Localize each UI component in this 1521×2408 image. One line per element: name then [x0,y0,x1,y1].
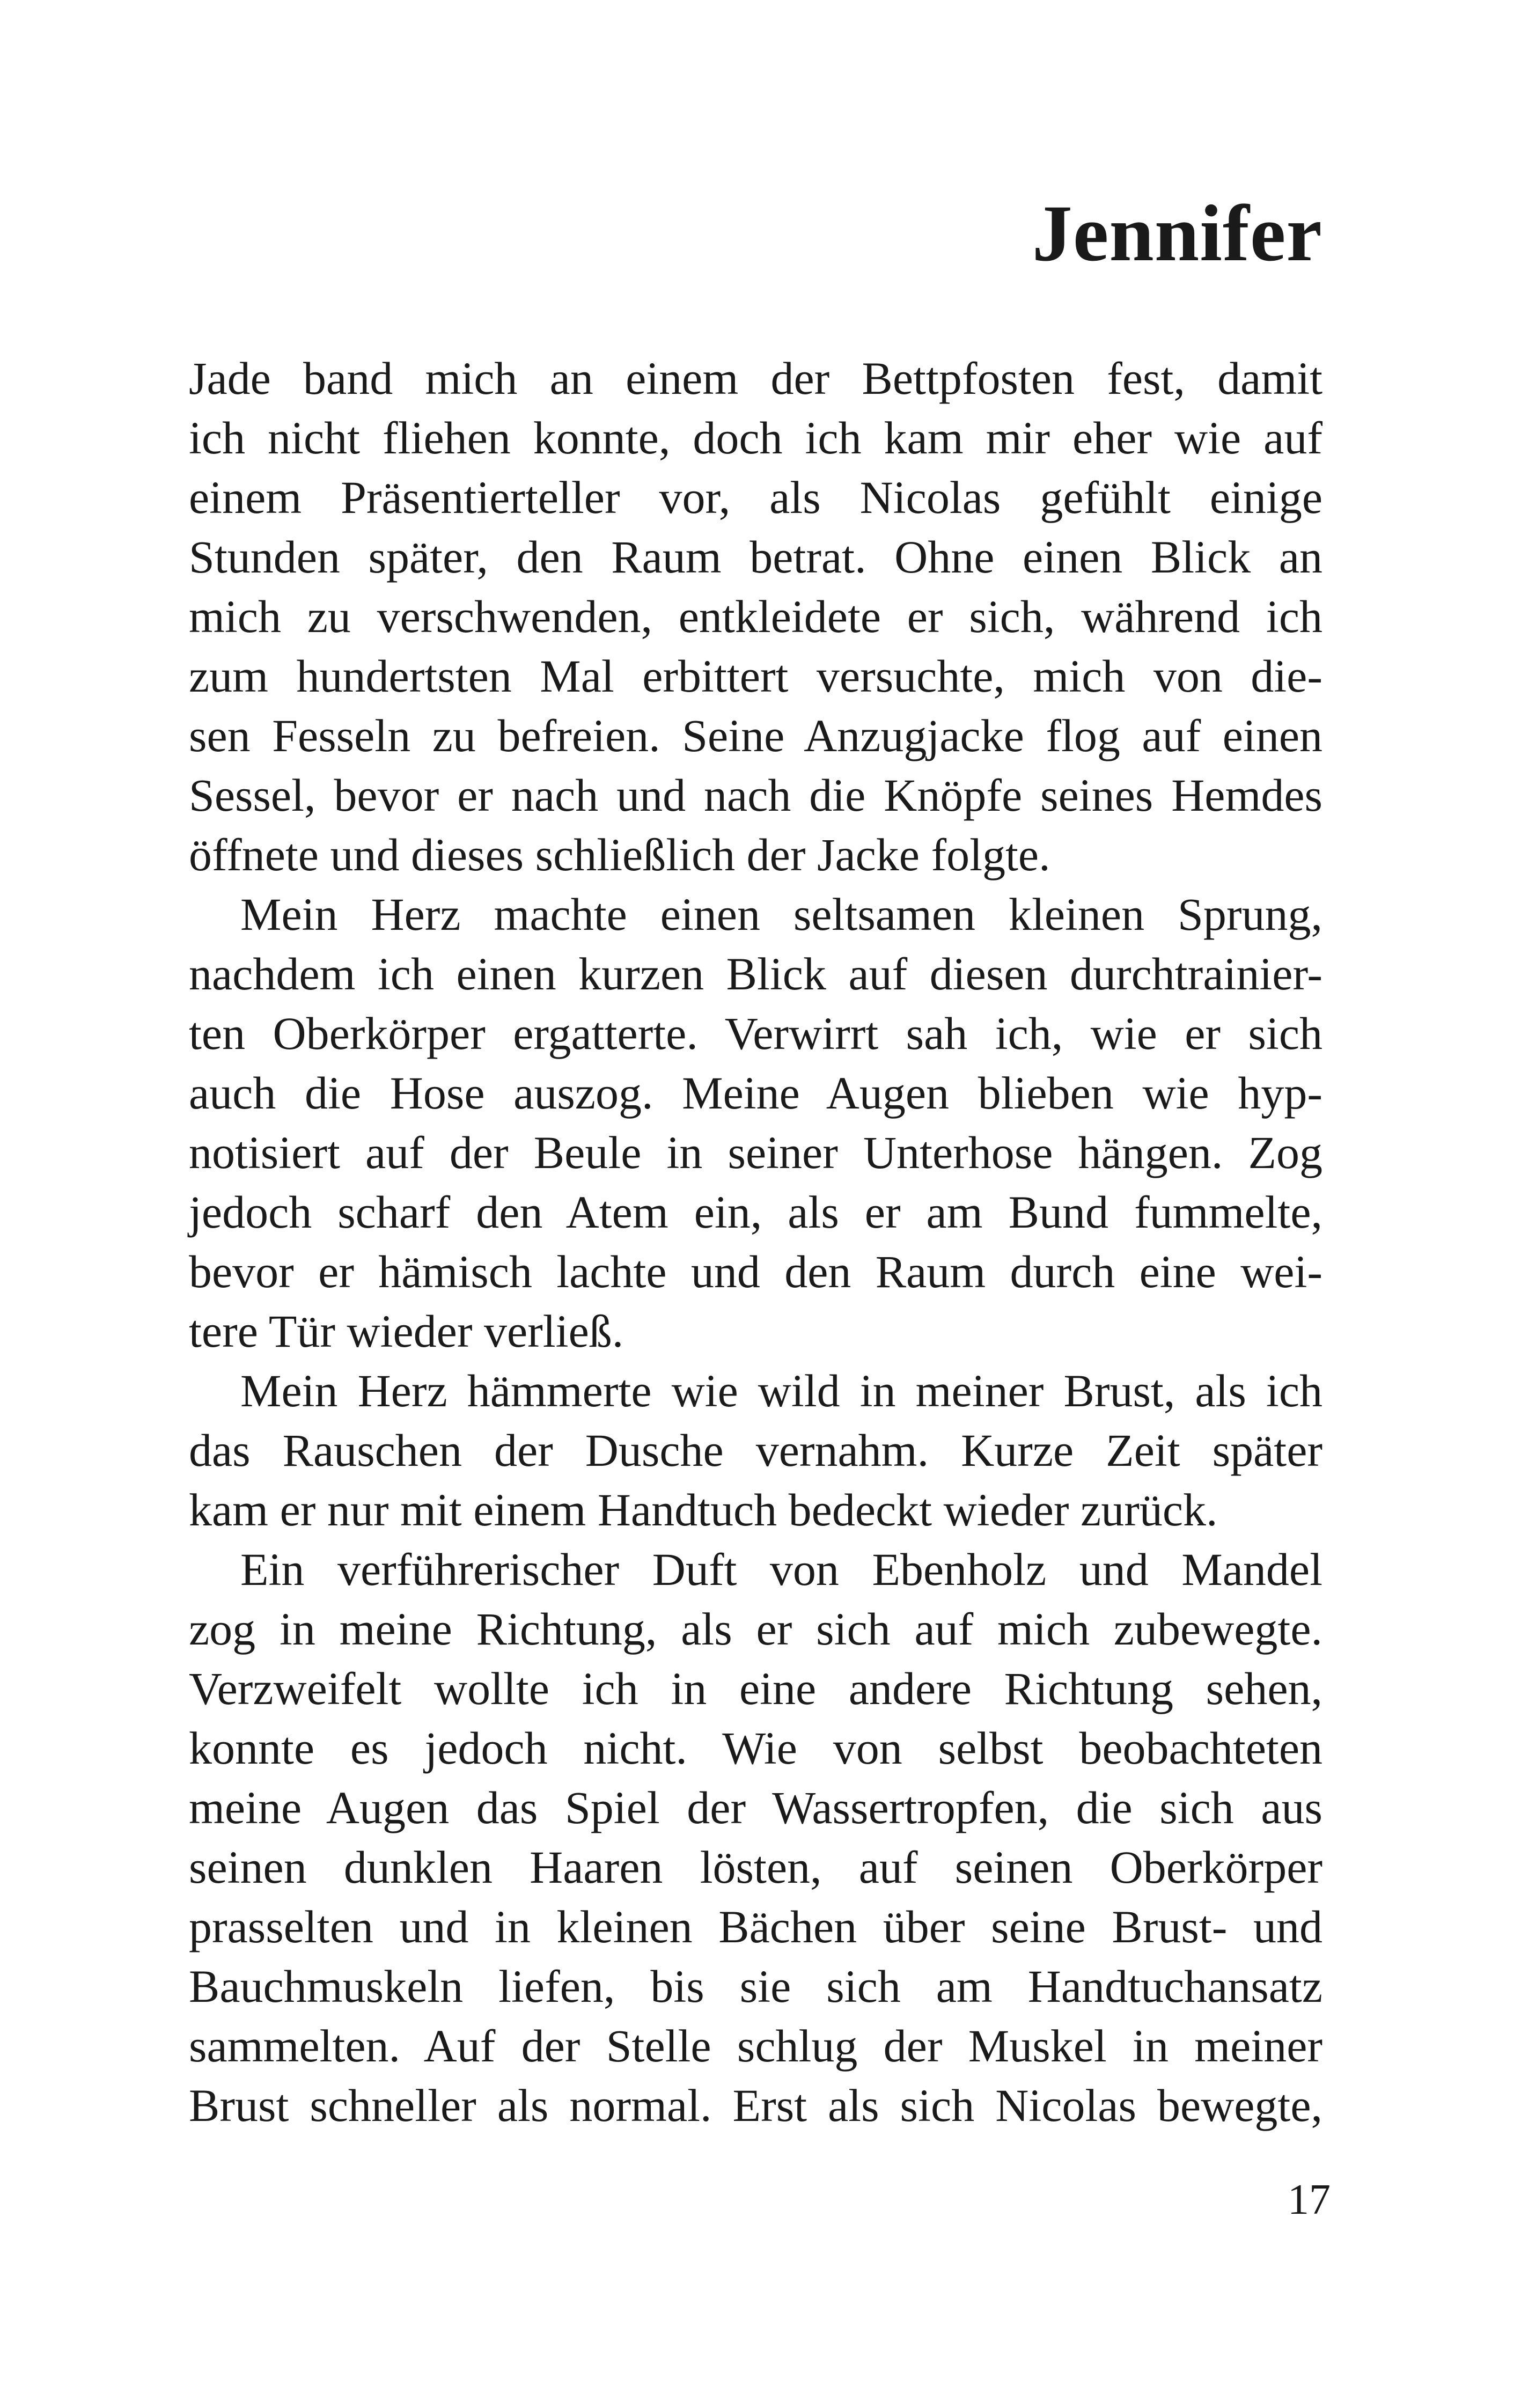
text-line: Jade band mich an einem der Bettpfosten fest, damit [189,353,1322,404]
paragraph [189,349,1322,885]
text-line: kam er nur mit einem Handtuch bedeckt wieder zurück. [189,1484,1218,1536]
text-line: jedoch scharf den Atem ein, als er am Bund fummelte, [189,1186,1322,1238]
text-line: Stunden später, den Raum betrat. Ohne einen Blick an [189,531,1322,583]
text-line: meine Augen das Spiel der Wassertropfen, die sich aus [189,1782,1322,1833]
text-line: mich zu verschwenden, entkleidete er sich, während ich [189,591,1322,642]
text-line: auch die Hose auszog. Meine Augen blieben wie hyp- [189,1067,1322,1119]
text-line: prasselten und in kleinen Bächen über seine Brust- und [189,1901,1322,1952]
page-number: 17 [1288,2176,1331,2223]
text-line: ich nicht fliehen konnte, doch ich kam mir eher wie auf [189,412,1322,464]
text-line: konnte es jedoch nicht. Wie von selbst beobachteten [189,1722,1322,1774]
paragraph [189,1361,1322,1540]
text-line: sammelten. Auf der Stelle schlug der Muskel in meiner [189,2020,1322,2072]
text-line: Mein Herz hämmerte wie wild in meiner Brust, als ich [240,1365,1322,1416]
text-line: öffnete und dieses schließlich der Jacke folgte. [189,829,1050,880]
text-line: zog in meine Richtung, als er sich auf mich zubewegte. [189,1603,1322,1655]
text-line: bevor er hämisch lachte und den Raum durch eine wei- [189,1246,1322,1297]
text-line: das Rauschen der Dusche vernahm. Kurze Zeit später [189,1425,1322,1476]
text-line: einem Präsentierteller vor, als Nicolas gefühlt einige [189,472,1322,523]
text-line: Bauchmuskeln liefen, bis sie sich am Handtuchansatz [189,1961,1322,2012]
text-line: ten Oberkörper ergatterte. Verwirrt sah ich, wie er sich [189,1008,1322,1059]
text-line: notisiert auf der Beule in seiner Unterhose hängen. Zog [189,1127,1322,1178]
text-line: Ein verführerischer Duft von Ebenholz und Mandel [240,1544,1322,1595]
text-line: Brust schneller als normal. Erst als sich Nicolas bewegte, [189,2080,1322,2131]
text-line: nachdem ich einen kurzen Blick auf diesen durchtrainier- [189,948,1322,1000]
text-line: seinen dunklen Haaren lösten, auf seinen Oberkörper [189,1841,1322,1893]
text-line: Sessel, bevor er nach und nach die Knöpfe seines Hemdes [189,769,1322,821]
chapter-title: Jennifer [1032,189,1322,278]
paragraph [189,885,1322,1361]
text-line: Mein Herz machte einen seltsamen kleinen Sprung, [240,889,1322,940]
text-line: sen Fesseln zu befreien. Seine Anzugjacke flog auf einen [189,710,1322,761]
text-line: tere Tür wieder verließ. [189,1305,624,1357]
paragraph [189,1540,1322,2135]
body-text [189,349,1322,2135]
text-line: Verzweifelt wollte ich in eine andere Richtung sehen, [189,1663,1322,1714]
text-line: zum hundertsten Mal erbittert versuchte, mich von die- [189,650,1322,702]
